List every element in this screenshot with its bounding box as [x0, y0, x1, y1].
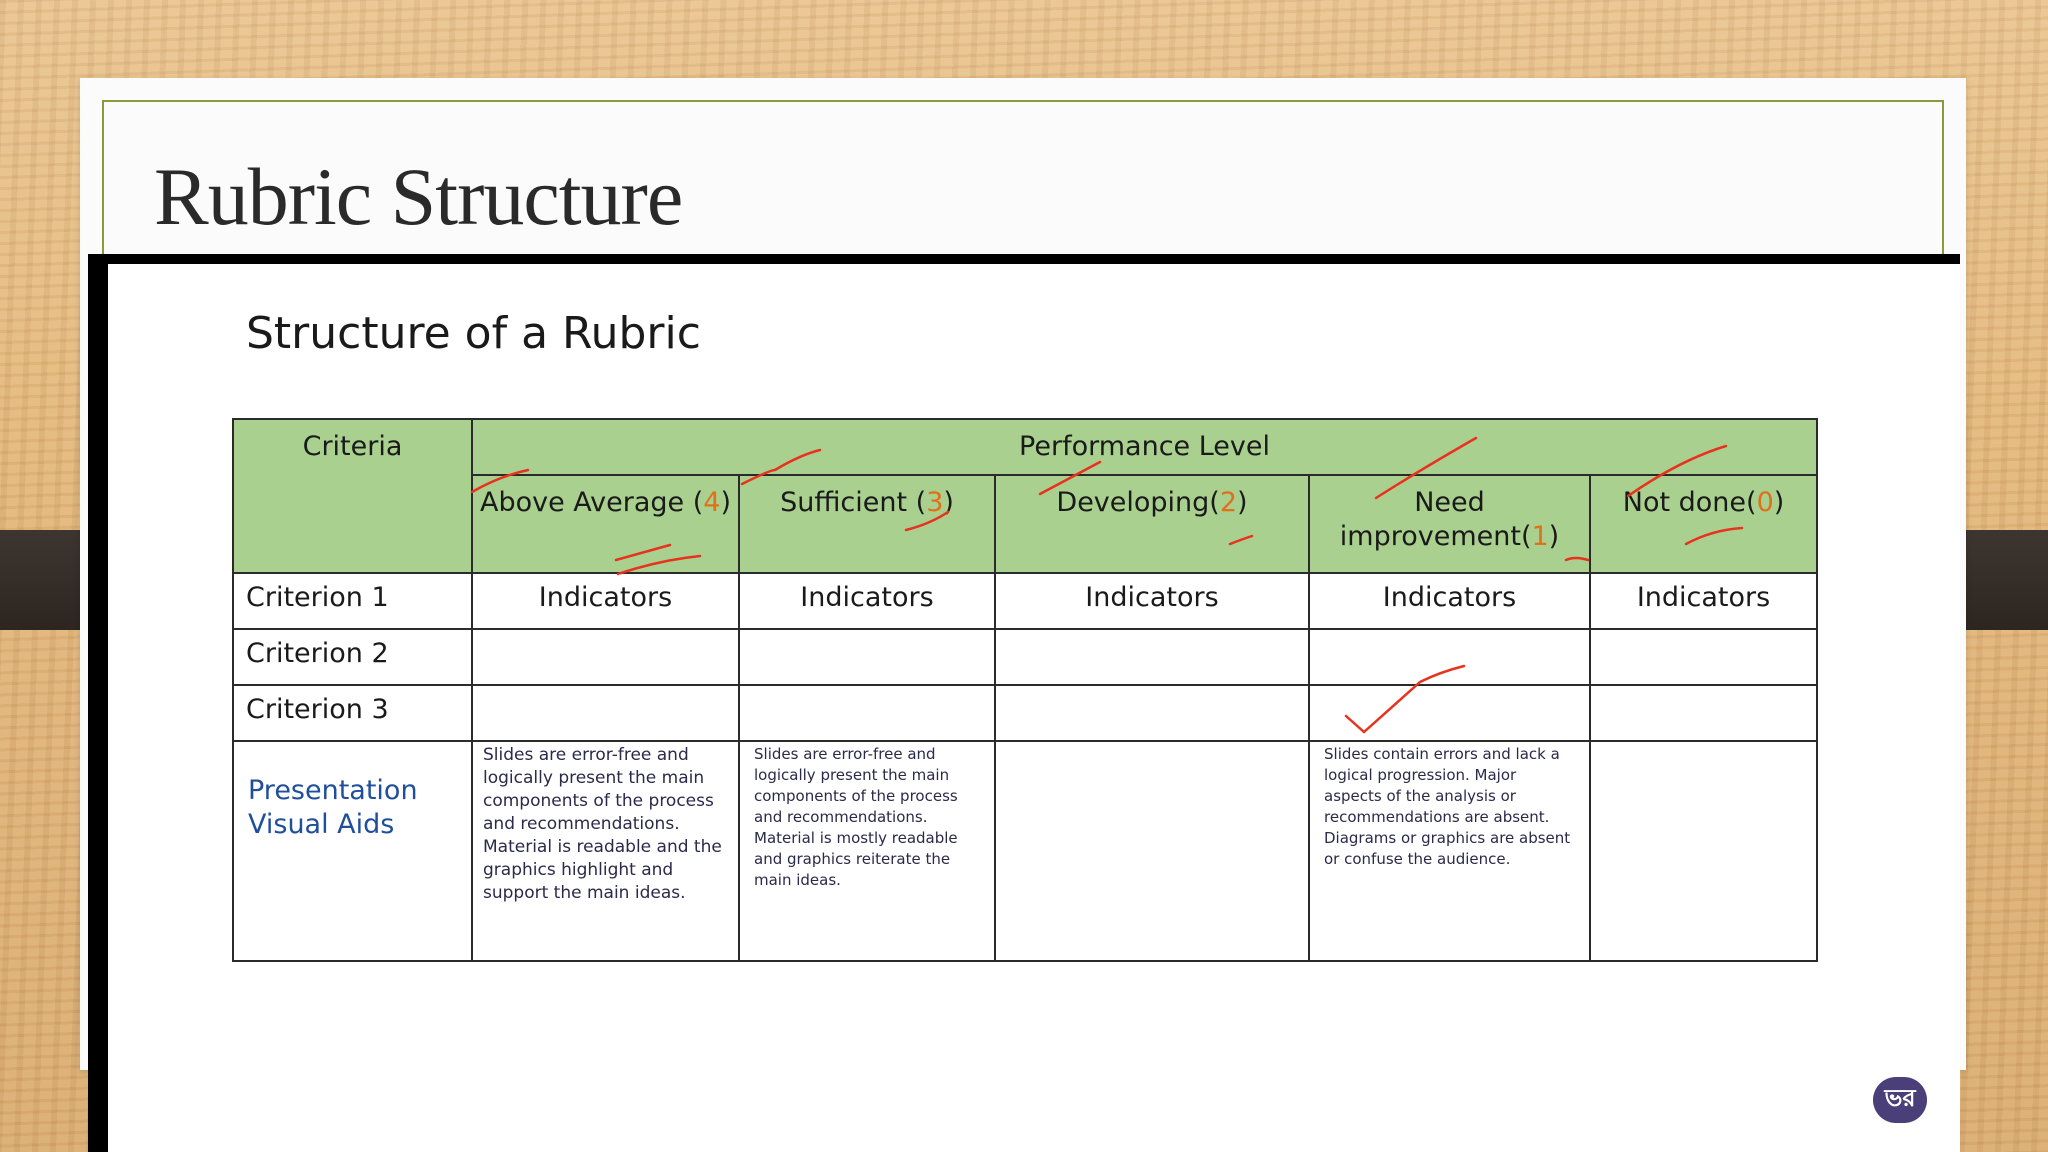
level-header-need-improvement: Need improvement(1): [1309, 475, 1590, 573]
indicator-cell: [1590, 685, 1817, 741]
indicator-cell: [472, 629, 739, 685]
slide-title: Rubric Structure: [154, 151, 683, 242]
channel-logo-icon: ভর: [1873, 1077, 1927, 1123]
table-row: [233, 685, 1817, 741]
rubric-table: [232, 418, 1818, 962]
descriptor-cell: Slides contain errors and lack a logical progression. Major aspects of the analysis or recommendations are absent. Diagrams or graphics are absent or confuse the audience.: [1309, 741, 1590, 961]
background-band-left: [0, 530, 92, 630]
level-header-above-average: Above Average (4): [472, 475, 739, 573]
indicator-cell: Indicators: [472, 573, 739, 629]
level-header-not-done: Not done(0): [1590, 475, 1817, 573]
indicator-cell: [739, 685, 995, 741]
descriptor-cell: [995, 741, 1309, 961]
table-row: [233, 629, 1817, 685]
indicator-cell: [739, 629, 995, 685]
inner-slide-title: Structure of a Rubric: [246, 308, 701, 359]
indicator-cell: [1309, 685, 1590, 741]
criterion-cell: Criterion 3: [233, 685, 472, 741]
indicator-cell: Indicators: [1309, 573, 1590, 629]
indicator-cell: [1309, 629, 1590, 685]
level-header-developing: Developing(2): [995, 475, 1309, 573]
descriptor-cell: Slides are error-free and logically present the main components of the process and recommendations. Material is readable and the graphics highlight and support the main ideas.: [472, 741, 739, 961]
table-row: [233, 741, 1817, 961]
level-header-sufficient: Sufficient (3): [739, 475, 995, 573]
indicator-cell: [995, 685, 1309, 741]
indicator-cell: [1590, 629, 1817, 685]
indicator-cell: Indicators: [1590, 573, 1817, 629]
criterion-cell: Criterion 1: [233, 573, 472, 629]
indicator-cell: Indicators: [739, 573, 995, 629]
criterion-cell: Criterion 2: [233, 629, 472, 685]
indicator-cell: Indicators: [995, 573, 1309, 629]
criteria-header: Criteria: [233, 419, 472, 573]
criterion-presentation-visual-aids: Presentation Visual Aids: [233, 741, 472, 961]
indicator-cell: [472, 685, 739, 741]
descriptor-cell: Slides are error-free and logically present the main components of the process and recommendations. Material is mostly readable and graphics reiterate the main ideas.: [739, 741, 995, 961]
table-row: [233, 573, 1817, 629]
indicator-cell: [995, 629, 1309, 685]
performance-level-header: Performance Level: [472, 419, 1817, 475]
descriptor-cell: [1590, 741, 1817, 961]
